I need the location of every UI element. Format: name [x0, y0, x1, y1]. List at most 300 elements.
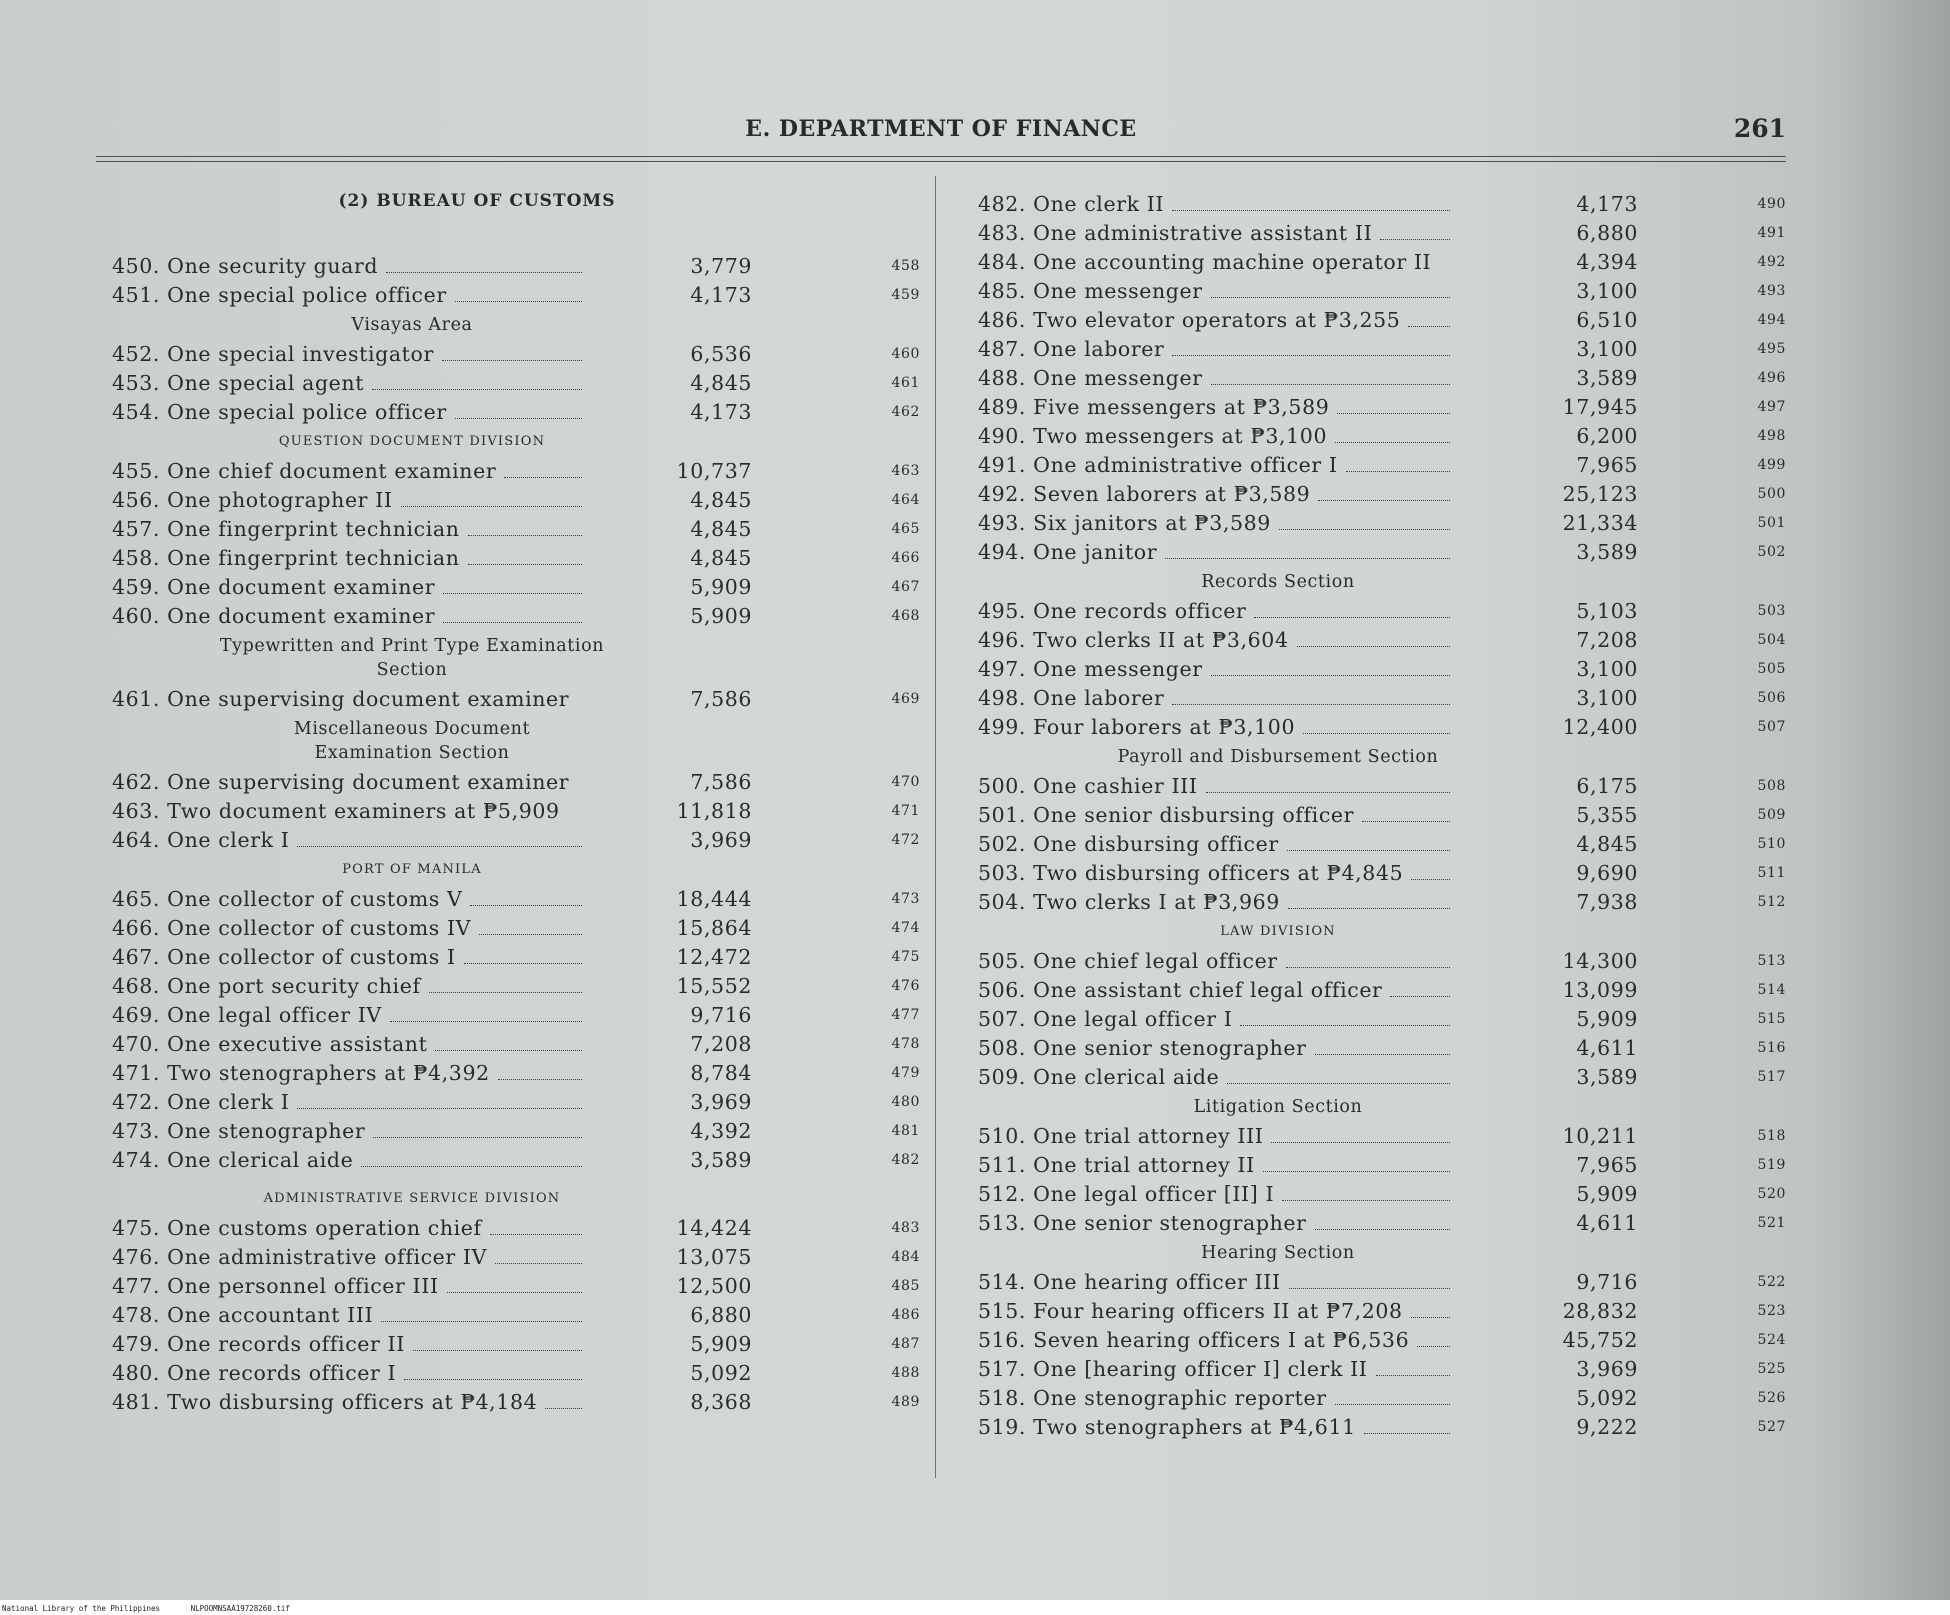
position-description: One senior disbursing officer [1033, 803, 1355, 827]
dot-leader [413, 1350, 582, 1351]
amount: 3,589 [1576, 540, 1638, 564]
position-description: One clerical aide [167, 1148, 354, 1172]
item-description [112, 1272, 582, 1301]
item-description [978, 190, 1450, 219]
amount: 4,845 [690, 488, 752, 512]
position-description: One accountant III [167, 1303, 374, 1327]
amount: 28,832 [1562, 1299, 1638, 1323]
budget-line-item [978, 190, 1788, 219]
position-description: One collector of customs IV [167, 916, 472, 940]
item-description [978, 976, 1450, 1005]
budget-line-item [112, 1330, 920, 1359]
item-description [112, 943, 582, 972]
item-number: 458. [112, 546, 161, 570]
budget-line-item [112, 457, 920, 486]
item-number: 488. [978, 366, 1027, 390]
reference-number: 516 [1757, 1040, 1786, 1056]
item-number: 491. [978, 453, 1027, 477]
position-description: Four laborers at ₱3,100 [1033, 715, 1296, 739]
item-description [112, 1359, 582, 1388]
item-description [978, 684, 1450, 713]
left-column [112, 180, 920, 1417]
reference-number: 478 [891, 1036, 920, 1052]
item-description [978, 1034, 1450, 1063]
dot-leader [1362, 821, 1450, 822]
running-title: E. DEPARTMENT OF FINANCE [745, 116, 1137, 142]
position-description: One customs operation chief [167, 1216, 482, 1240]
amount: 3,969 [1576, 1357, 1638, 1381]
subsection-heading-line: Examination Section [314, 743, 510, 763]
budget-line-item [978, 538, 1788, 567]
amount: 21,334 [1562, 511, 1638, 535]
reference-number: 497 [1757, 399, 1786, 415]
budget-line-item [978, 830, 1788, 859]
budget-line-item [112, 1001, 920, 1030]
item-description [978, 801, 1450, 830]
budget-line-item [112, 1301, 920, 1330]
budget-line-item [978, 888, 1788, 917]
reference-number: 469 [891, 691, 920, 707]
budget-line-item [112, 398, 920, 427]
item-number: 498. [978, 686, 1027, 710]
position-description: One assistant chief legal officer [1033, 978, 1383, 1002]
item-number: 451. [112, 283, 161, 307]
amount: 5,909 [690, 604, 752, 628]
budget-line-item [978, 451, 1788, 480]
budget-line-item [112, 1272, 920, 1301]
reference-number: 458 [891, 258, 920, 274]
reference-number: 496 [1757, 370, 1786, 386]
item-description [112, 1214, 582, 1243]
position-description: One collector of customs I [167, 945, 456, 969]
dot-leader [495, 1263, 582, 1264]
item-description [112, 797, 582, 826]
budget-line-item [112, 797, 920, 826]
item-description [112, 914, 582, 943]
subsection-heading-line: Records Section [1201, 572, 1355, 592]
budget-line-item [112, 573, 920, 602]
dot-leader [1408, 326, 1450, 327]
budget-line-item [112, 486, 920, 515]
reference-number: 488 [891, 1365, 920, 1381]
position-description: One photographer II [167, 488, 393, 512]
amount: 45,752 [1562, 1328, 1638, 1352]
budget-line-item [978, 947, 1788, 976]
item-number: 461. [112, 687, 161, 711]
position-description: One records officer [1033, 599, 1247, 623]
budget-line-item [978, 655, 1788, 684]
item-number: 504. [978, 890, 1027, 914]
subsection-heading [112, 310, 712, 340]
reference-number: 512 [1757, 894, 1786, 910]
budget-line-item [112, 1359, 920, 1388]
amount: 7,208 [690, 1032, 752, 1056]
item-description [978, 422, 1450, 451]
item-number: 503. [978, 861, 1027, 885]
amount: 7,586 [690, 687, 752, 711]
reference-number: 472 [891, 832, 920, 848]
item-description [978, 538, 1450, 567]
item-description [978, 713, 1450, 742]
amount: 5,355 [1576, 803, 1638, 827]
item-number: 495. [978, 599, 1027, 623]
budget-line-item [978, 1005, 1788, 1034]
item-description [978, 1297, 1450, 1326]
reference-number: 502 [1757, 544, 1786, 560]
amount: 7,938 [1576, 890, 1638, 914]
budget-line-item [978, 1297, 1788, 1326]
budget-line-item [112, 1030, 920, 1059]
dot-leader [468, 535, 582, 536]
amount: 14,300 [1562, 949, 1638, 973]
item-number: 493. [978, 511, 1027, 535]
subsection-heading-line: Miscellaneous Document [293, 719, 531, 739]
position-description: One messenger [1033, 366, 1203, 390]
budget-line-item [978, 277, 1788, 306]
budget-line-item [978, 509, 1788, 538]
reference-number: 524 [1757, 1332, 1786, 1348]
amount: 14,424 [676, 1216, 752, 1240]
item-number: 517. [978, 1357, 1027, 1381]
amount: 5,909 [1576, 1182, 1638, 1206]
position-description: One collector of customs V [167, 887, 463, 911]
reference-number: 510 [1757, 836, 1786, 852]
position-description: One laborer [1033, 686, 1165, 710]
budget-line-item [978, 1209, 1788, 1238]
item-description [112, 1059, 582, 1088]
position-description: One janitor [1033, 540, 1158, 564]
dot-leader [1289, 1288, 1450, 1289]
item-number: 473. [112, 1119, 161, 1143]
item-number: 463. [112, 799, 161, 823]
position-description: Two document examiners at ₱5,909 [167, 799, 560, 823]
position-description: Two clerks I at ₱3,969 [1033, 890, 1280, 914]
reference-number: 522 [1757, 1274, 1786, 1290]
dot-leader [447, 1292, 582, 1293]
budget-line-item [112, 1117, 920, 1146]
amount: 5,092 [1576, 1386, 1638, 1410]
item-number: 474. [112, 1148, 161, 1172]
dot-leader [1335, 1404, 1450, 1405]
item-number: 455. [112, 459, 161, 483]
dot-leader [504, 477, 582, 478]
reference-number: 499 [1757, 457, 1786, 473]
item-number: 483. [978, 221, 1027, 245]
amount: 9,690 [1576, 861, 1638, 885]
budget-line-item [978, 772, 1788, 801]
position-description: Six janitors at ₱3,589 [1033, 511, 1271, 535]
position-description: One special police officer [167, 283, 447, 307]
position-description: One trial attorney II [1033, 1153, 1255, 1177]
position-description: Four hearing officers II at ₱7,208 [1033, 1299, 1403, 1323]
item-description [978, 480, 1450, 509]
reference-number: 462 [891, 404, 920, 420]
item-description [978, 1268, 1450, 1297]
dot-leader [442, 360, 582, 361]
amount: 8,368 [690, 1390, 752, 1414]
dot-leader [455, 301, 582, 302]
budget-line-item [112, 602, 920, 631]
reference-number: 491 [1757, 225, 1786, 241]
item-number: 487. [978, 337, 1027, 361]
position-description: One legal officer IV [167, 1003, 382, 1027]
dot-leader [361, 1166, 582, 1167]
item-description [112, 1146, 582, 1175]
amount: 4,845 [690, 517, 752, 541]
position-description: One messenger [1033, 279, 1203, 303]
item-description [978, 1063, 1450, 1092]
dot-leader [1263, 1171, 1450, 1172]
dot-leader [1286, 967, 1450, 968]
amount: 3,779 [690, 254, 752, 278]
item-number: 513. [978, 1211, 1027, 1235]
item-description [112, 1243, 582, 1272]
budget-line-item [978, 1326, 1788, 1355]
page-header [96, 112, 1786, 152]
column-divider [935, 176, 936, 1478]
dot-leader [1335, 442, 1450, 443]
item-description [112, 1388, 582, 1417]
dot-leader [464, 963, 582, 964]
reference-number: 519 [1757, 1157, 1786, 1173]
dot-leader [1240, 1025, 1450, 1026]
budget-line-item [978, 1268, 1788, 1297]
amount: 9,716 [690, 1003, 752, 1027]
budget-line-item [112, 826, 920, 855]
amount: 5,909 [690, 1332, 752, 1356]
item-number: 450. [112, 254, 161, 278]
subsection-heading [978, 567, 1578, 597]
budget-line-item [112, 768, 920, 797]
item-description [112, 1088, 582, 1117]
position-description: One legal officer [II] I [1033, 1182, 1275, 1206]
position-description: One records officer II [167, 1332, 405, 1356]
amount: 3,589 [1576, 1065, 1638, 1089]
item-number: 481. [112, 1390, 161, 1414]
amount: 4,173 [690, 400, 752, 424]
reference-number: 470 [891, 774, 920, 790]
amount: 3,100 [1576, 657, 1638, 681]
item-description [978, 626, 1450, 655]
item-description [112, 826, 582, 855]
scan-footer [2, 1604, 316, 1613]
item-description [978, 772, 1450, 801]
position-description: One clerk I [167, 1090, 290, 1114]
budget-line-item [978, 976, 1788, 1005]
budget-line-item [112, 914, 920, 943]
budget-line-item [112, 1388, 920, 1417]
dot-leader [373, 1137, 582, 1138]
position-description: One port security chief [167, 974, 421, 998]
reference-number: 459 [891, 287, 920, 303]
budget-line-item [978, 1063, 1788, 1092]
item-description [978, 830, 1450, 859]
dot-leader [1227, 1083, 1450, 1084]
reference-number: 473 [891, 891, 920, 907]
dot-leader [1287, 850, 1450, 851]
reference-number: 509 [1757, 807, 1786, 823]
item-description [978, 509, 1450, 538]
item-description [978, 655, 1450, 684]
item-number: 519. [978, 1415, 1027, 1439]
item-number: 457. [112, 517, 161, 541]
item-description [978, 451, 1450, 480]
reference-number: 518 [1757, 1128, 1786, 1144]
reference-number: 466 [891, 550, 920, 566]
item-description [978, 947, 1450, 976]
budget-line-item [978, 1355, 1788, 1384]
reference-number: 467 [891, 579, 920, 595]
item-number: 500. [978, 774, 1027, 798]
subsection-heading [112, 714, 712, 768]
amount: 6,175 [1576, 774, 1638, 798]
dot-leader [1206, 792, 1450, 793]
position-description: One chief document examiner [167, 459, 497, 483]
subsection-heading [112, 1175, 712, 1214]
position-description: One senior stenographer [1033, 1211, 1307, 1235]
reference-number: 487 [891, 1336, 920, 1352]
reference-number: 504 [1757, 632, 1786, 648]
amount: 4,845 [1576, 832, 1638, 856]
amount: 4,611 [1576, 1211, 1638, 1235]
position-description: One administrative assistant II [1033, 221, 1373, 245]
dot-leader [1172, 704, 1450, 705]
item-number: 476. [112, 1245, 161, 1269]
item-number: 492. [978, 482, 1027, 506]
reference-number: 503 [1757, 603, 1786, 619]
dot-leader [1271, 1142, 1450, 1143]
dot-leader [1165, 558, 1450, 559]
dot-leader [479, 934, 582, 935]
dot-leader [381, 1321, 582, 1322]
dot-leader [429, 992, 582, 993]
item-number: 454. [112, 400, 161, 424]
dot-leader [1376, 1375, 1451, 1376]
item-number: 478. [112, 1303, 161, 1327]
position-description: Two disbursing officers at ₱4,845 [1033, 861, 1404, 885]
amount: 6,880 [690, 1303, 752, 1327]
item-description [112, 1030, 582, 1059]
budget-line-item [978, 859, 1788, 888]
item-number: 505. [978, 949, 1027, 973]
position-description: One disbursing officer [1033, 832, 1279, 856]
position-description: One clerk I [167, 828, 290, 852]
item-number: 514. [978, 1270, 1027, 1294]
item-number: 460. [112, 604, 161, 628]
item-description [978, 1209, 1450, 1238]
budget-line-item [112, 972, 920, 1001]
amount: 3,589 [690, 1148, 752, 1172]
dot-leader [455, 418, 582, 419]
dot-leader [390, 1021, 582, 1022]
amount: 4,611 [1576, 1036, 1638, 1060]
item-number: 456. [112, 488, 161, 512]
budget-line-item [112, 369, 920, 398]
item-number: 464. [112, 828, 161, 852]
subsection-heading-line: PORT OF MANILA [342, 862, 482, 877]
item-description [978, 1413, 1450, 1442]
item-description [978, 1151, 1450, 1180]
library-credit: National Library of the Philippines [2, 1604, 161, 1613]
budget-line-item [978, 1413, 1788, 1442]
item-number: 452. [112, 342, 161, 366]
position-description: Five messengers at ₱3,589 [1033, 395, 1330, 419]
dot-leader [1172, 210, 1450, 211]
dot-leader [1411, 879, 1450, 880]
budget-line-item [112, 515, 920, 544]
item-number: 462. [112, 770, 161, 794]
position-description: One personnel officer III [167, 1274, 439, 1298]
reference-number: 527 [1757, 1419, 1786, 1435]
budget-line-item [112, 885, 920, 914]
position-description: Seven laborers at ₱3,589 [1033, 482, 1311, 506]
amount: 5,909 [690, 575, 752, 599]
budget-line-item [978, 1384, 1788, 1413]
item-number: 484. [978, 250, 1027, 274]
item-description [112, 252, 582, 281]
position-description: One special police officer [167, 400, 447, 424]
reference-number: 465 [891, 521, 920, 537]
position-description: One messenger [1033, 657, 1203, 681]
position-description: One stenographer [167, 1119, 366, 1143]
dot-leader [1315, 1229, 1450, 1230]
dot-leader [372, 389, 582, 390]
budget-line-item [978, 393, 1788, 422]
subsection-heading-line: Litigation Section [1193, 1097, 1363, 1117]
reference-number: 507 [1757, 719, 1786, 735]
amount: 3,100 [1576, 279, 1638, 303]
item-description [978, 277, 1450, 306]
amount: 6,536 [690, 342, 752, 366]
position-description: One cashier III [1033, 774, 1198, 798]
item-description [978, 364, 1450, 393]
budget-line-item [978, 1180, 1788, 1209]
subsection-heading [112, 427, 712, 457]
item-description [112, 972, 582, 1001]
position-description: Two stenographers at ₱4,392 [167, 1061, 490, 1085]
amount: 3,100 [1576, 686, 1638, 710]
amount: 12,400 [1562, 715, 1638, 739]
subsection-heading-line: Visayas Area [351, 315, 473, 335]
dot-leader [297, 1108, 582, 1109]
amount: 4,845 [690, 546, 752, 570]
dot-leader [1211, 675, 1450, 676]
subsection-heading [978, 742, 1578, 772]
item-number: 468. [112, 974, 161, 998]
amount: 4,173 [690, 283, 752, 307]
position-description: One senior stenographer [1033, 1036, 1307, 1060]
amount: 25,123 [1562, 482, 1638, 506]
amount: 9,716 [1576, 1270, 1638, 1294]
item-description [112, 486, 582, 515]
dot-leader [1346, 471, 1450, 472]
item-number: 516. [978, 1328, 1027, 1352]
reference-number: 464 [891, 492, 920, 508]
position-description: One supervising document examiner [167, 687, 570, 711]
budget-line-item [112, 252, 920, 281]
dot-leader [490, 1234, 582, 1235]
amount: 12,500 [676, 1274, 752, 1298]
dot-leader [1282, 1200, 1450, 1201]
item-description [112, 768, 582, 797]
budget-line-item [978, 480, 1788, 509]
budget-line-item [978, 335, 1788, 364]
reference-number: 481 [891, 1123, 920, 1139]
dot-leader [1411, 1317, 1450, 1318]
dot-leader [297, 846, 582, 847]
reference-number: 494 [1757, 312, 1786, 328]
item-description [978, 248, 1450, 277]
